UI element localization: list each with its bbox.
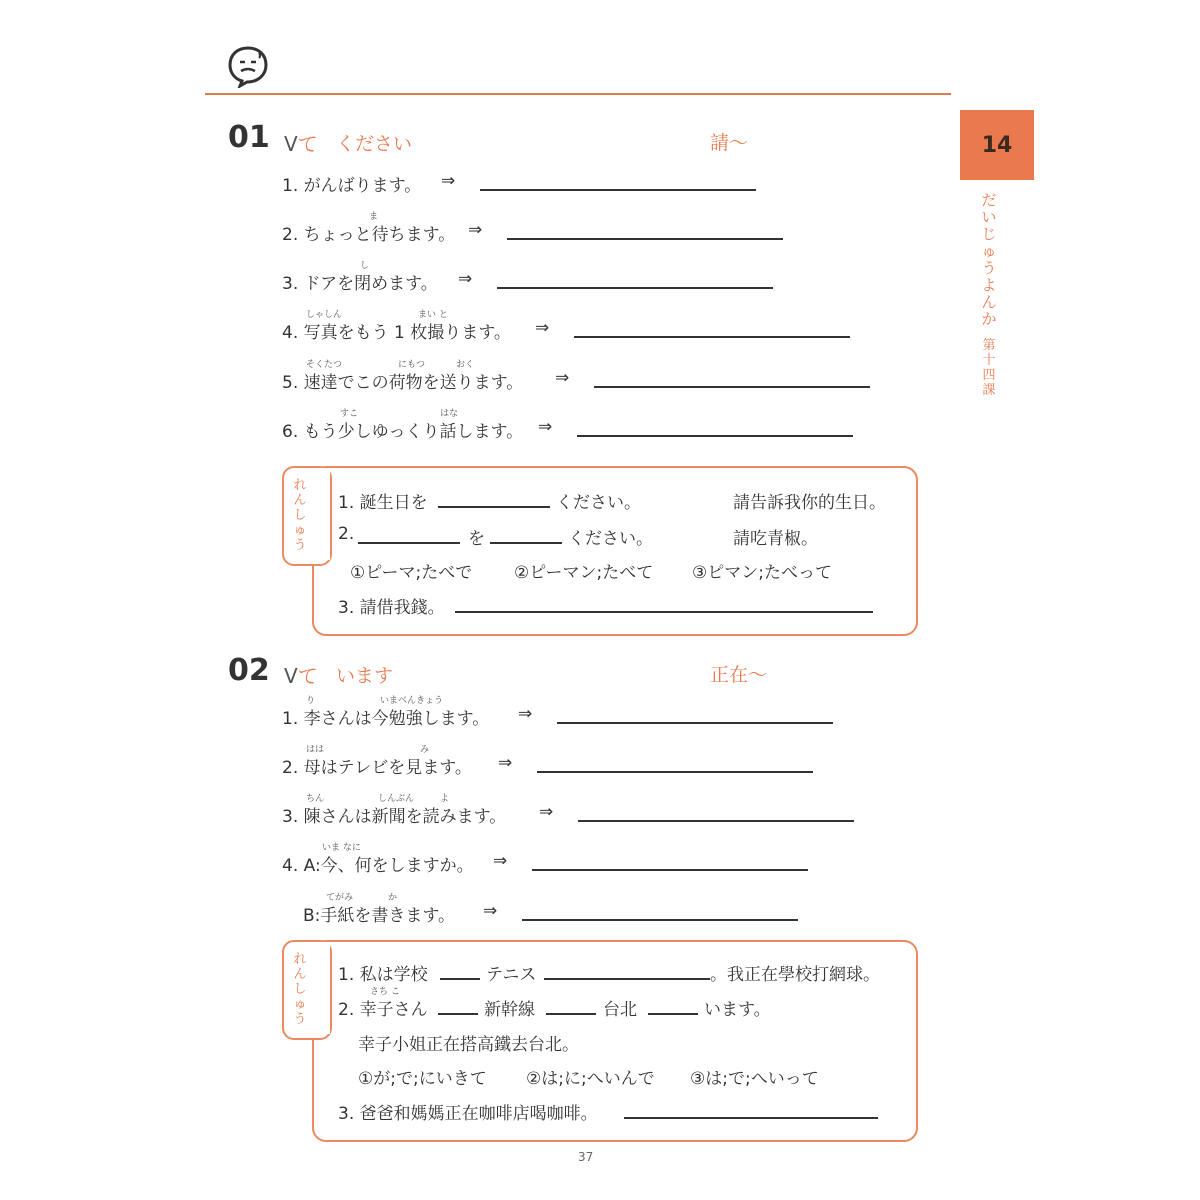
practice-question: 台北 [603,1000,637,1020]
answer-blank[interactable] [624,1117,878,1119]
grammar-pattern: います [336,665,394,687]
furigana: いま なに [322,843,361,853]
arrow-icon: ⇒ [468,220,483,240]
answer-blank[interactable] [497,287,773,289]
practice-question: 3. 請借我錢。 [338,598,445,618]
furigana: おく [456,360,475,370]
answer-option[interactable]: ③は;で;へいって [690,1069,819,1089]
furigana: いまべんきょう [380,696,444,706]
furigana: はな [440,409,459,419]
answer-blank[interactable] [537,771,813,773]
practice-label: れんしゅう [293,952,307,1027]
grammar-meaning: 正在～ [710,664,768,686]
arrow-icon: ⇒ [458,269,473,289]
te-form: て [297,132,318,156]
page-number: 37 [578,1150,594,1164]
practice-question: 2. 幸子さん [338,1000,428,1020]
grammar-pattern: ください [336,133,413,155]
arrow-icon: ⇒ [483,901,498,921]
furigana: すこ [340,409,359,419]
furigana: ま [369,212,379,222]
exercise-item: 1. がんばります。 [282,176,422,196]
answer-blank[interactable] [438,506,550,508]
answer-option[interactable]: ①が;で;にいきて [358,1069,487,1089]
translation: 。我正在學校打網球。 [710,965,880,985]
te-form: て [297,664,318,688]
answer-blank[interactable] [490,542,562,544]
practice-label: れんしゅう [293,478,307,553]
answer-blank[interactable] [532,869,808,871]
arrow-icon: ⇒ [555,368,570,388]
grammar-form [284,128,318,157]
furigana: り [306,696,316,706]
tab-join [314,468,330,560]
furigana: よ [440,794,450,804]
practice-question: 2. [338,524,355,544]
exercise-item: 3. ドアを閉めます。 [282,274,438,294]
exercise-item: 5. 速達でこの荷物を送ります。 [282,373,524,393]
grammar-meaning: 請～ [710,132,749,154]
answer-blank[interactable] [480,189,756,191]
answer-blank[interactable] [574,336,850,338]
answer-blank[interactable] [522,919,798,921]
practice-question: 1. 私は学校 [338,965,428,985]
furigana: み [420,745,430,755]
arrow-icon: ⇒ [493,851,508,871]
translation: 請告訴我你的生日。 [733,493,886,513]
furigana: か [388,893,398,903]
arrow-icon: ⇒ [498,753,513,773]
furigana: し [360,261,370,271]
furigana: しんぶん [378,794,415,804]
practice-question: ください。 [568,529,653,549]
arrow-icon: ⇒ [518,704,533,724]
practice-question: ください。 [556,493,641,513]
answer-option[interactable]: ①ピーマ;たべで [350,563,473,583]
exercise-item: B:手紙を書きます。 [303,906,456,926]
practice-question: います。 [704,1000,771,1020]
exercise-item: 2. ちょっと待ちます。 [282,225,456,245]
answer-blank[interactable] [648,1013,698,1015]
practice-question: 1. 誕生日を [338,493,428,513]
practice-question: 新幹線 [484,1000,535,1020]
answer-option[interactable]: ②ピーマン;たべて [514,563,654,583]
furigana: しゃしん [306,310,343,320]
exercise-item: 4. A:今、何をしますか。 [282,856,474,876]
furigana: そくたつ [306,360,343,370]
answer-blank[interactable] [438,1013,478,1015]
exercise-item: 3. 陳さんは新聞を読みます。 [282,807,507,827]
arrow-icon: ⇒ [538,417,553,437]
lesson-reading: だいじゅうよんか [981,191,997,328]
lesson-number-tab: 14 [960,110,1034,180]
practice-question: テニス [486,965,537,985]
exercise-item: 4. 写真をもう 1 枚撮ります。 [282,323,511,343]
furigana: さち こ [370,987,400,997]
verb-symbol: V [284,132,298,156]
furigana: まい と [418,310,448,320]
exercise-item: 6. もう少しゆっくり話します。 [282,422,524,442]
grammar-form [284,660,318,689]
exercise-item: 2. 母はテレビを見ます。 [282,758,472,778]
answer-option[interactable]: ③ピマン;たべって [692,563,832,583]
furigana: はは [306,745,325,755]
practice-question: 3. 爸爸和媽媽正在咖啡店喝咖啡。 [338,1104,598,1124]
exercise-item: 1. 李さんは今勉強します。 [282,709,490,729]
furigana: にもつ [398,360,426,370]
furigana: てがみ [326,893,354,903]
answer-option[interactable]: ②は;に;へいんで [526,1069,655,1089]
translation: 請吃青椒。 [733,529,818,549]
verb-symbol: V [284,664,298,688]
arrow-icon: ⇒ [535,318,550,338]
answer-blank[interactable] [578,820,854,822]
answer-blank[interactable] [455,611,873,613]
answer-blank[interactable] [358,542,460,544]
translation: 幸子小姐正在搭高鐵去台北。 [358,1035,579,1055]
answer-blank[interactable] [557,722,833,724]
tab-join [314,942,330,1034]
section-number: 02 [228,653,270,688]
section-number: 01 [228,120,270,155]
answer-blank[interactable] [544,978,710,980]
answer-blank[interactable] [440,978,480,980]
lesson-title: 第十四課 [982,338,996,398]
arrow-icon: ⇒ [441,171,456,191]
answer-blank[interactable] [546,1013,596,1015]
sweat-face-icon [226,44,270,88]
arrow-icon: ⇒ [539,802,554,822]
practice-question: を [468,529,485,549]
answer-blank[interactable] [594,386,870,388]
header-rule [205,93,951,95]
furigana: ちん [306,794,325,804]
answer-blank[interactable] [507,238,783,240]
answer-blank[interactable] [577,435,853,437]
